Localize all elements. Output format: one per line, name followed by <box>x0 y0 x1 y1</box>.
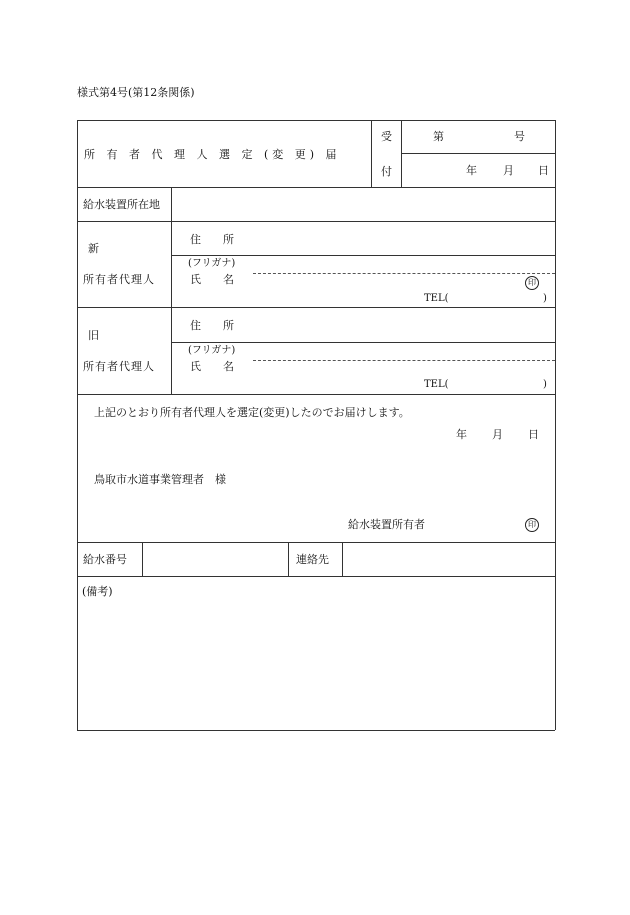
owner-signature-field[interactable] <box>436 514 520 532</box>
owner-seal-icon: 印 <box>525 518 539 532</box>
statement-month: 月 <box>492 428 503 441</box>
old-address-field[interactable] <box>250 309 553 340</box>
old-tel-close: ) <box>543 379 547 390</box>
new-furigana-label: (フリガナ) <box>188 258 236 269</box>
owner-label: 給水装置所有者 <box>348 518 425 531</box>
reception-number-suffix: 号 <box>514 130 525 143</box>
new-seal-icon: 印 <box>525 276 539 290</box>
new-address-field[interactable] <box>250 223 553 253</box>
old-name-field[interactable] <box>253 362 553 378</box>
new-agent-divider <box>171 221 172 307</box>
old-tel-field[interactable] <box>452 378 540 391</box>
supply-number-field[interactable] <box>143 543 287 575</box>
old-furigana-line <box>253 360 555 361</box>
title-divider <box>371 120 372 187</box>
location-label: 給水装置所在地 <box>83 198 160 211</box>
contact-field[interactable] <box>343 543 554 575</box>
remarks-field[interactable] <box>78 600 554 728</box>
new-furigana-line <box>253 273 555 274</box>
new-agent-label-top: 新 <box>88 242 99 255</box>
reception-day: 日 <box>538 164 549 177</box>
table-border-right <box>555 120 556 730</box>
reception-label-bottom: 付 <box>381 165 392 178</box>
row-divider-location <box>77 221 555 222</box>
reception-month: 月 <box>503 164 514 177</box>
new-agent-label-bottom: 所有者代理人 <box>83 273 155 286</box>
location-field[interactable] <box>172 188 554 220</box>
old-name-label: 氏 名 <box>190 360 234 373</box>
old-furigana-label: (フリガナ) <box>188 345 236 356</box>
old-furigana-field[interactable] <box>253 344 553 359</box>
remarks-label: (備考) <box>82 585 113 598</box>
old-address-label: 住 所 <box>190 319 234 332</box>
old-agent-label-bottom: 所有者代理人 <box>83 360 155 373</box>
new-name-field[interactable] <box>253 275 521 291</box>
old-address-line <box>171 342 555 343</box>
new-tel-label: TEL( <box>424 293 449 304</box>
statement-year: 年 <box>456 428 467 441</box>
new-tel-field[interactable] <box>452 292 540 305</box>
row-divider-supply <box>77 576 555 577</box>
row-divider-new-agent <box>77 307 555 308</box>
reception-year: 年 <box>466 164 477 177</box>
new-address-label: 住 所 <box>190 233 234 246</box>
contact-left-divider <box>288 542 289 576</box>
old-tel-label: TEL( <box>424 379 449 390</box>
supply-number-label: 給水番号 <box>83 553 127 566</box>
new-furigana-field[interactable] <box>253 257 553 272</box>
table-border-top <box>77 120 555 121</box>
form-number: 様式第4号(第12条関係) <box>77 86 195 99</box>
contact-label: 連絡先 <box>296 553 329 566</box>
old-agent-label-top: 旧 <box>88 329 99 342</box>
reception-mid-line <box>401 153 555 154</box>
addressee: 鳥取市水道事業管理者 様 <box>94 473 226 486</box>
statement-day: 日 <box>528 428 539 441</box>
statement-text: 上記のとおり所有者代理人を選定(変更)したのでお届けします。 <box>94 406 410 419</box>
reception-label-top: 受 <box>381 130 392 143</box>
new-name-label: 氏 名 <box>190 273 234 286</box>
form-title: 所 有 者 代 理 人 選 定 (変 更) 届 <box>84 148 341 161</box>
new-address-line <box>171 255 555 256</box>
reception-number-prefix: 第 <box>433 130 444 143</box>
table-border-bottom <box>77 730 555 731</box>
old-agent-divider <box>171 307 172 394</box>
new-tel-close: ) <box>543 293 547 304</box>
row-divider-old-agent <box>77 394 555 395</box>
